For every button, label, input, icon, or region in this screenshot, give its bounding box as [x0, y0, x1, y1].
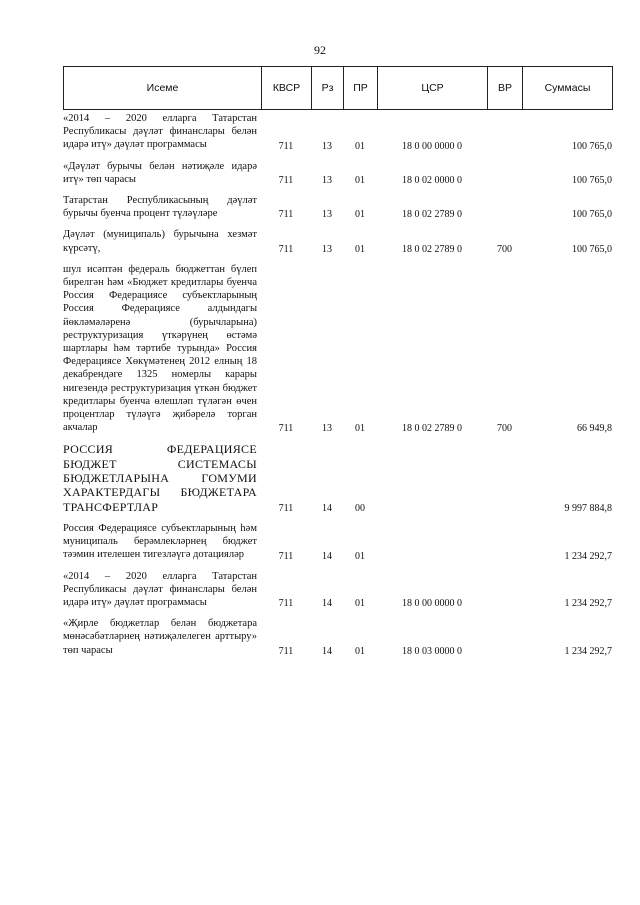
- header-kvsr: КВСР: [262, 67, 312, 110]
- header-pr: ПР: [344, 67, 378, 110]
- table-cell-name: шул исәптән федераль бюджеттан бүлеп бирелгән һәм «Бюджет кредитлары буенча Россия Федерациясе субъектларының Россия Федерациясе алдындагы йөкләмәләренә (бурычларына) реструктуризация үткәрүнең өстәмә шартлары һәм тәртибе турында» Россия Федерациясе Хөкүмәтенең 2012 елның 18 декабрендәге 1325 номерлы карары нигезендә реструктуризация үткән бюджет кредитлары буенча өлешләп түләгән өчен процентлар түләүгә җибәрелә торган акчалар: [63, 263, 257, 434]
- table-cell-name: «2014 – 2020 елларга Татарстан Республикасы дәүләт финанслары белән идарә итү» дәүләт программасы: [63, 570, 257, 608]
- table-cell-rz: 13: [322, 423, 332, 435]
- table-cell-sum: 9 997 884,8: [564, 502, 612, 514]
- table-row: [63, 156, 612, 190]
- header-name: Исеме: [64, 67, 262, 110]
- table-cell-rz: 14: [322, 598, 332, 610]
- table-cell-pr: 01: [355, 598, 365, 610]
- table-cell-pr: 01: [355, 243, 365, 255]
- table-cell-csr: 18 0 00 0000 0: [402, 140, 462, 152]
- table-cell-vr: [487, 566, 522, 614]
- table-cell-csr: 18 0 00 0000 0: [402, 598, 462, 610]
- header-vr: ВР: [488, 67, 523, 110]
- table-cell-pr: 01: [355, 550, 365, 562]
- table-cell-pr: 01: [355, 140, 365, 152]
- table-cell-csr: 18 0 03 0000 0: [402, 645, 462, 657]
- table-cell-kvsr: 711: [278, 209, 294, 221]
- table-cell-vr: [487, 156, 522, 190]
- header-sum: Суммасы: [523, 67, 613, 110]
- table-cell-kvsr: 711: [278, 175, 294, 187]
- table-cell-csr: [377, 438, 487, 517]
- table-cell-name: «2014 – 2020 елларга Татарстан Республикасы дәүләт финанслары белән идарә итү» дәүләт программасы: [63, 113, 257, 151]
- table-cell-rz: 14: [322, 550, 332, 562]
- table-cell-kvsr: 711: [278, 140, 294, 152]
- table-cell-name: «Җирле бюджетлар белән бюджетара мөнәсәбәтләрнең нәтиҗәлелеген арттыру» төп чарасы: [63, 618, 257, 656]
- table-cell-sum: 66 949,8: [577, 423, 612, 435]
- table-cell-kvsr: 711: [278, 645, 294, 657]
- table-cell-vr: [487, 108, 522, 156]
- table-cell-kvsr: 711: [278, 598, 294, 610]
- table-cell-pr: 01: [355, 423, 365, 435]
- table-cell-name: Татарстан Республикасының дәүләт бурычы буенча процент түләүләре: [63, 195, 257, 220]
- table-cell-sum: 1 234 292,7: [564, 550, 612, 562]
- table-cell-vr: [487, 613, 522, 661]
- table-row: [63, 259, 612, 439]
- table-cell-rz: 14: [322, 502, 332, 514]
- table-cell-kvsr: 711: [278, 502, 294, 514]
- table-cell-csr: 18 0 02 2789 0: [402, 423, 462, 435]
- table-cell-csr: [377, 518, 487, 566]
- table-cell-sum: 100 765,0: [572, 209, 612, 221]
- table-cell-kvsr: 711: [278, 243, 294, 255]
- table-cell-sum: 1 234 292,7: [564, 645, 612, 657]
- table-cell-sum: 1 234 292,7: [564, 598, 612, 610]
- table-cell-pr: 01: [355, 645, 365, 657]
- table-row: [63, 190, 612, 224]
- table-row: [63, 108, 612, 156]
- table-row: [63, 438, 612, 517]
- table-cell-vr: 700: [497, 423, 512, 435]
- table-cell-csr: 18 0 02 0000 0: [402, 175, 462, 187]
- table-cell-name: «Дәүләт бурычы белән нәтиҗәле идарә итү» төп чарасы: [63, 160, 257, 185]
- table-cell-pr: 01: [355, 175, 365, 187]
- header-rz: Рз: [312, 67, 344, 110]
- table-cell-pr: 00: [355, 502, 365, 514]
- table-cell-sum: 100 765,0: [572, 175, 612, 187]
- table-cell-sum: 100 765,0: [572, 140, 612, 152]
- table-cell-pr: 01: [355, 209, 365, 221]
- table-cell-rz: 13: [322, 209, 332, 221]
- table-cell-vr: [487, 438, 522, 517]
- header-csr: ЦСР: [378, 67, 488, 110]
- table-cell-kvsr: 711: [278, 550, 294, 562]
- table-row: [63, 518, 612, 566]
- table-cell-csr: 18 0 02 2789 0: [402, 209, 462, 221]
- table-cell-rz: 14: [322, 645, 332, 657]
- table-row: [63, 566, 612, 614]
- table-cell-sum: 100 765,0: [572, 243, 612, 255]
- table-cell-name: Дәүләт (муниципаль) бурычына хезмәт күрсәтү,: [63, 229, 257, 254]
- table-row: [63, 224, 612, 258]
- table-cell-vr: [487, 190, 522, 224]
- table-cell-kvsr: 711: [278, 423, 294, 435]
- budget-table: [63, 108, 612, 661]
- table-header: [63, 66, 613, 110]
- table-cell-vr: [487, 518, 522, 566]
- table-cell-name: РОССИЯ ФЕДЕРАЦИЯСЕ БЮДЖЕТ СИСТЕМАСЫ БЮДЖЕТЛАРЫНА ГОМУМИ ХАРАКТЕРДАГЫ БЮДЖЕТАРА ТРАНСФЕРТЛАР: [63, 442, 257, 514]
- table-row: [63, 613, 612, 661]
- table-cell-csr: 18 0 02 2789 0: [402, 243, 462, 255]
- table-cell-rz: 13: [322, 140, 332, 152]
- table-cell-rz: 13: [322, 243, 332, 255]
- table-cell-rz: 13: [322, 175, 332, 187]
- table-cell-name: Россия Федерациясе субъектларының һәм муниципаль берәмлекләрнең бюджет тәэмин ителешен тигезләүгә дотацияләр: [63, 522, 257, 561]
- page-number: 92: [314, 43, 326, 57]
- table-cell-vr: 700: [497, 243, 512, 255]
